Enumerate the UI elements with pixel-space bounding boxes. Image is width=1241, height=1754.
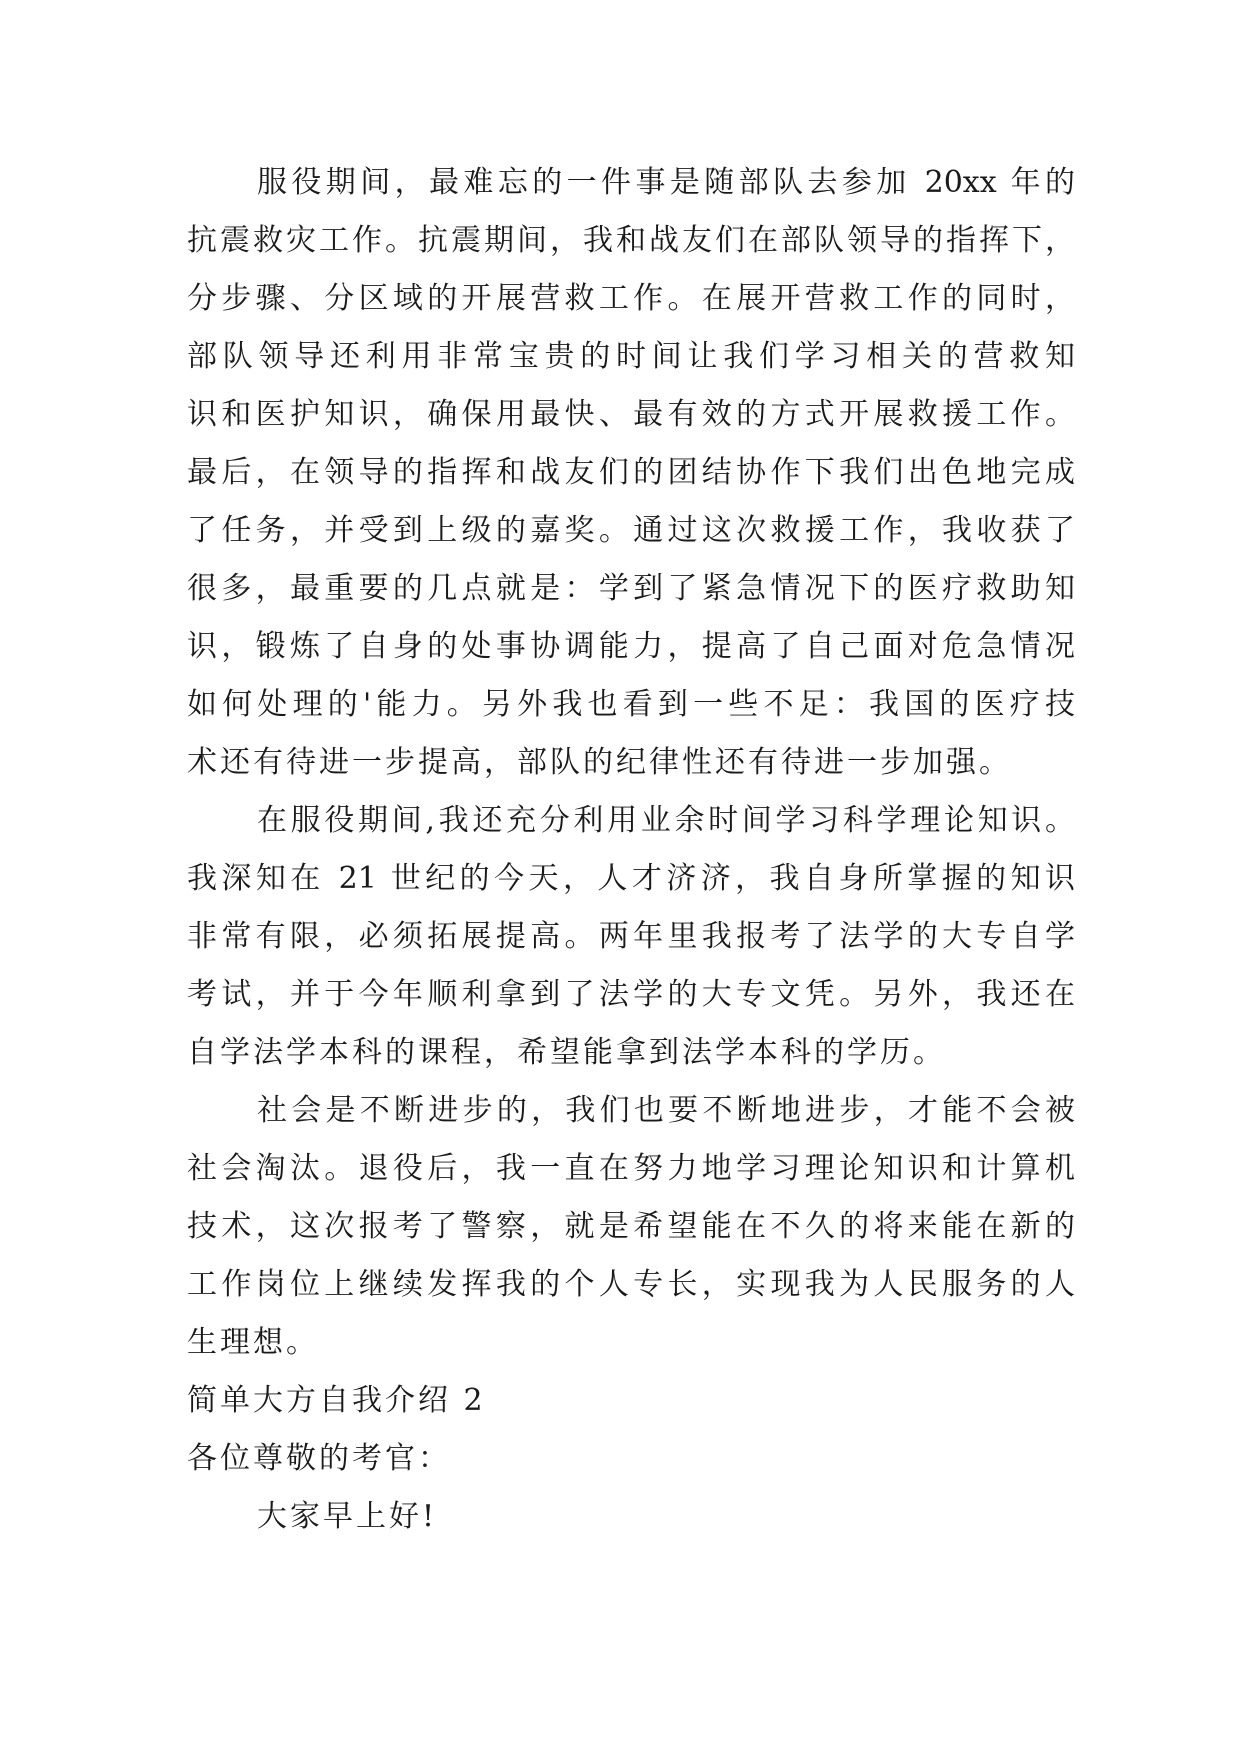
text-line: 抗震救灾工作。抗震期间，我和战友们在部队领导的指挥下，	[187, 223, 1075, 258]
salutation-line: 各位尊敬的考官：	[187, 1441, 451, 1476]
text-line: 部队领导还利用非常宝贵的时间让我们学习相关的营救知	[187, 339, 1075, 374]
text-line: 很多，最重要的几点就是：学到了紧急情况下的医疗救助知	[187, 571, 1075, 606]
text-line: 自学法学本科的课程，希望能拿到法学本科的学历。	[187, 1035, 946, 1070]
text-line: 社会淘汰。退役后，我一直在努力地学习理论知识和计算机	[187, 1151, 1075, 1186]
text-line: 服役期间，最难忘的一件事是随部队去参加 20xx 年的	[257, 165, 1075, 200]
text-line: 在服役期间,我还充分利用业余时间学习科学理论知识。	[257, 803, 1075, 838]
section-heading-line: 简单大方自我介绍 2	[187, 1383, 486, 1418]
greeting-line: 大家早上好!	[257, 1499, 438, 1534]
text-line: 非常有限，必须拓展提高。两年里我报考了法学的大专自学	[187, 919, 1075, 954]
paragraph-section-heading	[187, 1372, 1075, 1430]
paragraph	[187, 792, 1075, 1082]
text-line: 工作岗位上继续发挥我的个人专长，实现我为人民服务的人	[187, 1267, 1075, 1302]
text-line: 识和医护知识，确保用最快、最有效的方式开展救援工作。	[187, 397, 1075, 432]
text-line: 技术，这次报考了警察，就是希望能在不久的将来能在新的	[187, 1209, 1075, 1244]
text-line: 最后，在领导的指挥和战友们的团结协作下我们出色地完成	[187, 455, 1075, 490]
text-line: 生理想。	[187, 1325, 319, 1360]
paragraph-salutation	[187, 1430, 1075, 1488]
text-line: 分步骤、分区域的开展营救工作。在展开营救工作的同时，	[187, 281, 1075, 316]
text-line: 社会是不断进步的，我们也要不断地进步，才能不会被	[257, 1093, 1075, 1128]
text-line: 了任务，并受到上级的嘉奖。通过这次救援工作，我收获了	[187, 513, 1075, 548]
paragraph	[187, 154, 1075, 792]
text-line: 考试，并于今年顺利拿到了法学的大专文凭。另外，我还在	[187, 977, 1075, 1012]
paragraph-greeting	[187, 1488, 1075, 1546]
paragraph	[187, 1082, 1075, 1372]
text-line: 我深知在 21 世纪的今天，人才济济，我自身所掌握的知识	[187, 861, 1075, 896]
text-line: 识，锻炼了自身的处事协调能力，提高了自己面对危急情况	[187, 629, 1075, 664]
text-line: 术还有待进一步提高，部队的纪律性还有待进一步加强。	[187, 745, 1012, 780]
text-line: 如何处理的'能力。另外我也看到一些不足：我国的医疗技	[187, 687, 1075, 722]
document-body	[187, 154, 1075, 1546]
